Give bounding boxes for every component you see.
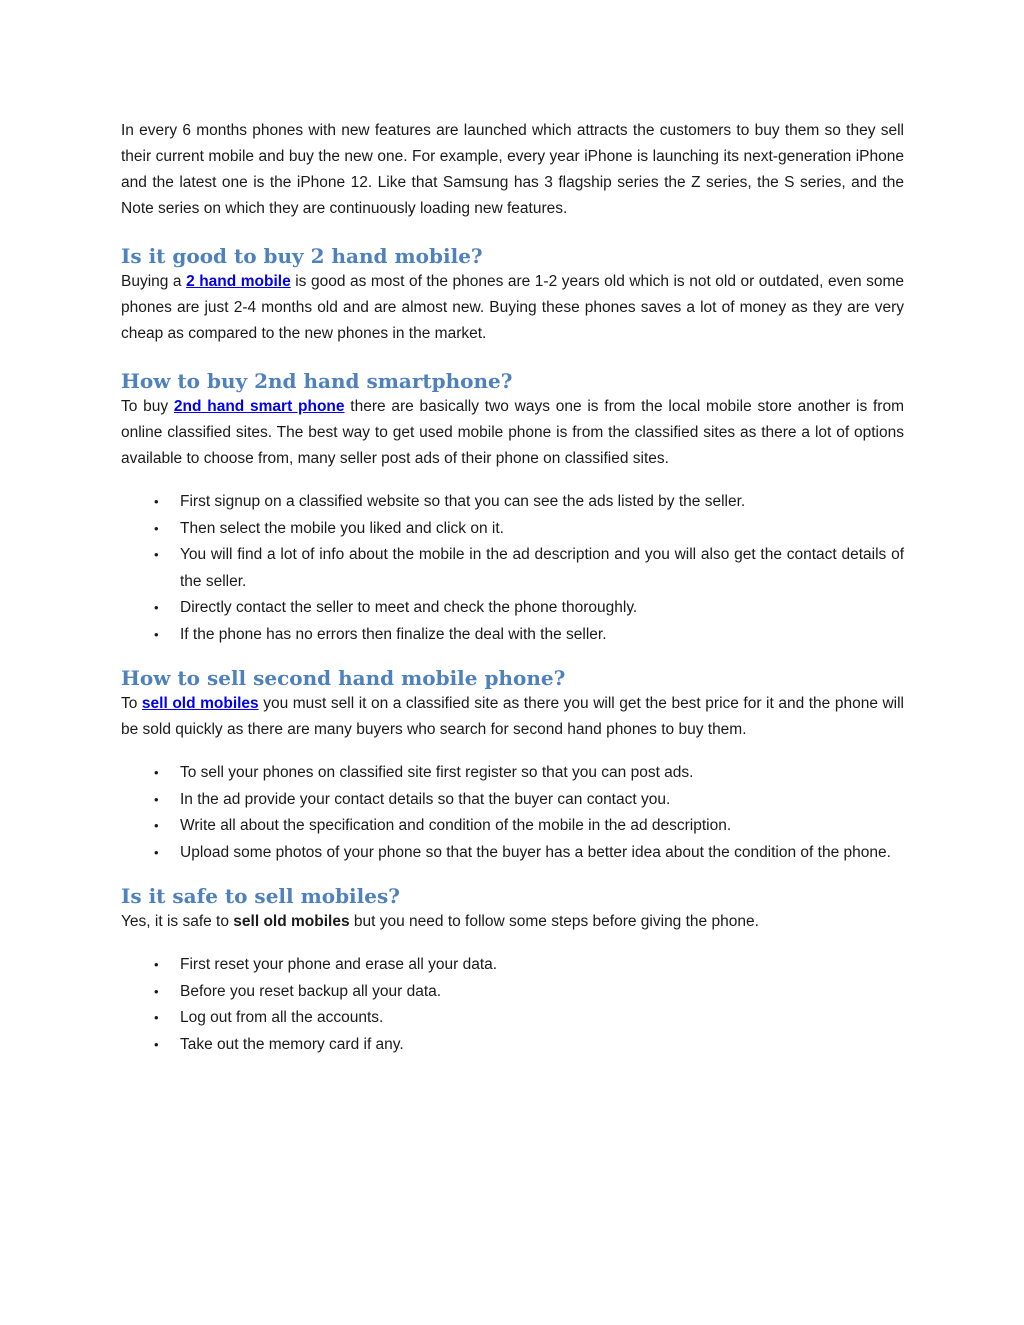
section-paragraph-safe-to-sell bbox=[121, 909, 904, 935]
list-item bbox=[121, 813, 904, 840]
bullet-icon: • bbox=[154, 600, 159, 615]
document-page bbox=[121, 118, 904, 1058]
list-item bbox=[121, 1032, 904, 1059]
bullet-icon: • bbox=[154, 494, 159, 509]
section-paragraph-how-to-sell bbox=[121, 691, 904, 743]
list-item-text: Directly contact the seller to meet and check the phone thoroughly. bbox=[180, 599, 638, 616]
list-item bbox=[121, 787, 904, 814]
list-item bbox=[121, 760, 904, 787]
list-item-text: Take out the memory card if any. bbox=[180, 1035, 404, 1053]
bullet-icon: • bbox=[154, 626, 159, 642]
paragraph-text: To bbox=[121, 695, 142, 712]
paragraph-text: is good as most of the phones are 1-2 years old which is not old or outdated, even some phones are just 2-4 months old and are almost new. Buying these phones saves a lot of money as they are very cheap as compared to the new phones in the market. bbox=[121, 273, 904, 342]
list-item bbox=[121, 516, 904, 543]
bullet-list-safety-steps bbox=[121, 952, 904, 1058]
list-item-text: Log out from all the accounts. bbox=[180, 1009, 384, 1026]
list-item-text: If the phone has no errors then finalize the deal with the seller. bbox=[180, 625, 607, 643]
list-item-text: First reset your phone and erase all your data. bbox=[180, 956, 498, 973]
bold-text-sell-old-mobiles: sell old mobiles bbox=[233, 913, 350, 930]
intro-paragraph: In every 6 months phones with new features are launched which attracts the customers to buy them so they sell their current mobile and buy the new one. For example, every year iPhone is launching its next-generation iPhone and the latest one is the iPhone 12. Like that Samsung has 3 flagship series the Z series, the S series, and the Note series on which they are continuously loading new features. bbox=[121, 122, 904, 217]
paragraph-text: but you need to follow some steps before giving the phone. bbox=[349, 913, 759, 930]
section-heading-safe-to-sell: Is it safe to sell mobiles? bbox=[121, 884, 400, 908]
list-item bbox=[121, 489, 904, 516]
section-paragraph-how-to-buy bbox=[121, 394, 904, 472]
list-item bbox=[121, 979, 904, 1006]
bullet-icon: • bbox=[154, 520, 159, 536]
list-item-text: You will find a lot of info about the mobile in the ad description and you will also get the contact details of the seller. bbox=[180, 546, 904, 590]
bullet-icon: • bbox=[154, 844, 159, 860]
section-paragraph-good-to-buy bbox=[121, 269, 904, 347]
section-heading-how-to-buy: How to buy 2nd hand smartphone? bbox=[121, 369, 513, 393]
list-item bbox=[121, 952, 904, 979]
list-item-text: Then select the mobile you liked and click on it. bbox=[180, 519, 504, 537]
bullet-icon: • bbox=[154, 765, 159, 780]
list-item-text: Upload some photos of your phone so that the buyer has a better idea about the condition of the phone. bbox=[180, 843, 891, 861]
bullet-icon: • bbox=[154, 818, 159, 833]
section-heading-good-to-buy: Is it good to buy 2 hand mobile? bbox=[121, 244, 483, 268]
list-item bbox=[121, 542, 904, 595]
paragraph-text: To buy bbox=[121, 398, 174, 415]
bullet-icon: • bbox=[154, 1036, 159, 1052]
list-item bbox=[121, 840, 904, 867]
link-2-hand-mobile[interactable]: 2 hand mobile bbox=[186, 273, 291, 290]
bullet-list-sell-steps bbox=[121, 760, 904, 866]
list-item-text: Before you reset backup all your data. bbox=[180, 982, 442, 1000]
paragraph-text: Buying a bbox=[121, 273, 187, 290]
list-item bbox=[121, 1005, 904, 1032]
paragraph-text: there are basically two ways one is from the local mobile store another is from online classified sites. The best way to get used mobile phone is from the classified sites as there a lot of options available to choose from, many seller post ads of their phone on classified sites. bbox=[121, 398, 904, 467]
paragraph-text: Yes, it is safe to bbox=[121, 913, 234, 930]
list-item-text: First signup on a classified website so that you can see the ads listed by the seller. bbox=[180, 493, 746, 510]
bullet-icon: • bbox=[154, 791, 159, 807]
list-item bbox=[121, 622, 904, 649]
link-sell-old-mobiles[interactable]: sell old mobiles bbox=[141, 695, 259, 712]
list-item bbox=[121, 595, 904, 622]
bullet-icon: • bbox=[154, 1010, 159, 1025]
bullet-list-buy-steps bbox=[121, 489, 904, 648]
paragraph-text: you must sell it on a classified site as there you will get the best price for it and the phone will be sold quickly as there are many buyers who search for second hand phones to buy them. bbox=[121, 695, 905, 738]
link-2nd-hand-smart-phone[interactable]: 2nd hand smart phone bbox=[173, 398, 345, 415]
list-item-text: Write all about the specification and condition of the mobile in the ad description. bbox=[180, 817, 732, 834]
bullet-icon: • bbox=[154, 547, 159, 562]
bullet-icon: • bbox=[154, 983, 159, 999]
list-item-text: In the ad provide your contact details so that the buyer can contact you. bbox=[180, 790, 671, 808]
bullet-icon: • bbox=[154, 957, 159, 972]
section-heading-how-to-sell: How to sell second hand mobile phone? bbox=[121, 666, 566, 690]
list-item-text: To sell your phones on classified site first register so that you can post ads. bbox=[180, 764, 694, 781]
